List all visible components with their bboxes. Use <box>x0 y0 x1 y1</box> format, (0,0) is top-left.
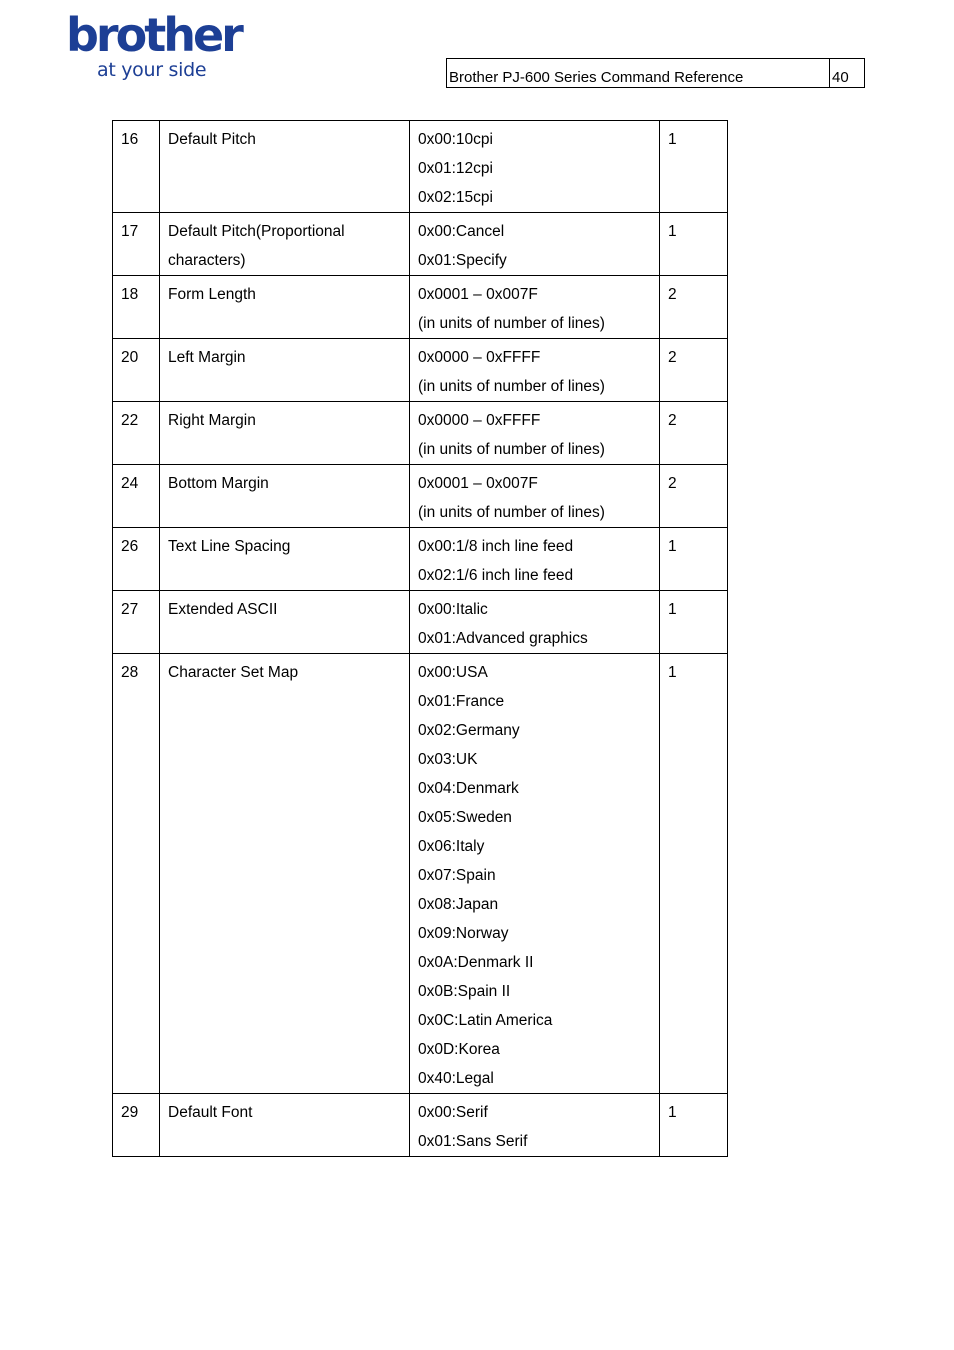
param-name-cell <box>160 276 410 339</box>
param-values-cell <box>410 591 660 654</box>
param-value: 0x02:Germany <box>418 722 520 739</box>
param-offset-cell <box>113 654 160 1094</box>
param-name-cell <box>160 1094 410 1157</box>
param-offset: 20 <box>121 349 139 366</box>
param-length: 1 <box>668 223 677 240</box>
param-name-line: Bottom Margin <box>168 475 269 492</box>
table-row <box>113 528 728 591</box>
param-length: 2 <box>668 286 677 303</box>
param-length: 2 <box>668 475 677 492</box>
param-offset: 27 <box>121 601 139 618</box>
param-value: 0x09:Norway <box>418 925 509 942</box>
param-offset-cell <box>113 276 160 339</box>
param-value: 0x02:1/6 inch line feed <box>418 567 574 584</box>
param-offset: 17 <box>121 223 139 240</box>
param-value: (in units of number of lines) <box>418 378 605 395</box>
param-value: 0x01:12cpi <box>418 160 493 177</box>
param-value: 0x0D:Korea <box>418 1041 500 1058</box>
param-value: 0x0001 – 0x007F <box>418 286 538 303</box>
param-length: 1 <box>668 538 677 555</box>
param-value: 0x06:Italy <box>418 838 485 855</box>
param-length-cell <box>660 339 728 402</box>
param-values-cell <box>410 1094 660 1157</box>
param-name-cell <box>160 465 410 528</box>
table-row <box>113 402 728 465</box>
param-value: 0x05:Sweden <box>418 809 512 826</box>
param-length: 1 <box>668 601 677 618</box>
param-offset-cell <box>113 339 160 402</box>
param-value: 0x0A:Denmark II <box>418 954 534 971</box>
param-value: 0x01:France <box>418 693 505 710</box>
param-name-line: Text Line Spacing <box>168 538 291 555</box>
param-offset-cell <box>113 465 160 528</box>
param-value: (in units of number of lines) <box>418 441 605 458</box>
param-length-cell <box>660 654 728 1094</box>
param-value: 0x0000 – 0xFFFF <box>418 349 541 366</box>
brother-logo <box>66 8 241 88</box>
param-value: (in units of number of lines) <box>418 315 605 332</box>
param-offset-cell <box>113 121 160 213</box>
param-name-line: Form Length <box>168 286 256 303</box>
param-value: 0x00:10cpi <box>418 131 493 148</box>
param-length-cell <box>660 1094 728 1157</box>
param-length-cell <box>660 213 728 276</box>
table-row <box>113 339 728 402</box>
param-length: 1 <box>668 131 677 148</box>
param-value: 0x40:Legal <box>418 1070 494 1087</box>
param-offset: 16 <box>121 131 139 148</box>
param-values-cell <box>410 339 660 402</box>
param-name-cell <box>160 528 410 591</box>
table-row <box>113 591 728 654</box>
table-row <box>113 213 728 276</box>
param-value: 0x00:Cancel <box>418 223 505 240</box>
param-name-line: Left Margin <box>168 349 246 366</box>
param-value: 0x01:Sans Serif <box>418 1133 528 1150</box>
param-value: 0x0B:Spain II <box>418 983 511 1000</box>
param-value: 0x01:Specify <box>418 252 507 269</box>
param-length: 1 <box>668 664 677 681</box>
param-length-cell <box>660 465 728 528</box>
param-value: 0x01:Advanced graphics <box>418 630 588 647</box>
param-length: 2 <box>668 412 677 429</box>
param-name-cell <box>160 591 410 654</box>
table-row <box>113 276 728 339</box>
param-offset-cell <box>113 591 160 654</box>
param-value: 0x07:Spain <box>418 867 496 884</box>
param-offset-cell <box>113 402 160 465</box>
table-row <box>113 465 728 528</box>
param-name-line: Extended ASCII <box>168 601 278 618</box>
param-offset: 26 <box>121 538 139 555</box>
param-offset-cell <box>113 213 160 276</box>
param-length-cell <box>660 276 728 339</box>
param-name-cell <box>160 654 410 1094</box>
param-length: 1 <box>668 1104 677 1121</box>
table-row <box>113 121 728 213</box>
param-values-cell <box>410 121 660 213</box>
param-length: 2 <box>668 349 677 366</box>
logo-wordmark: brother <box>66 8 241 62</box>
param-name-cell <box>160 402 410 465</box>
param-name-cell <box>160 213 410 276</box>
table-row <box>113 654 728 1094</box>
param-name-line: characters) <box>168 252 246 269</box>
param-name-line: Default Pitch(Proportional <box>168 223 345 240</box>
param-offset: 18 <box>121 286 139 303</box>
param-value: 0x00:USA <box>418 664 488 681</box>
param-value: 0x0C:Latin America <box>418 1012 553 1029</box>
param-values-cell <box>410 276 660 339</box>
param-values-cell <box>410 402 660 465</box>
param-offset: 28 <box>121 664 139 681</box>
param-values-cell <box>410 528 660 591</box>
param-value: 0x03:UK <box>418 751 478 768</box>
document-header <box>446 58 865 88</box>
document-title: Brother PJ-600 Series Command Reference <box>449 69 744 86</box>
param-value: 0x08:Japan <box>418 896 499 913</box>
parameter-table-body <box>113 121 728 1157</box>
param-name-cell <box>160 339 410 402</box>
param-value: 0x02:15cpi <box>418 189 493 206</box>
table-row <box>113 1094 728 1157</box>
param-name-line: Right Margin <box>168 412 256 429</box>
param-length-cell <box>660 591 728 654</box>
param-length-cell <box>660 121 728 213</box>
param-value: 0x00:Italic <box>418 601 488 618</box>
param-name-line: Default Font <box>168 1104 253 1121</box>
page-number: 40 <box>829 59 864 87</box>
param-name-cell <box>160 121 410 213</box>
param-name-line: Default Pitch <box>168 131 256 148</box>
logo-tagline: at your side <box>97 59 207 81</box>
param-value: 0x00:1/8 inch line feed <box>418 538 574 555</box>
param-values-cell <box>410 213 660 276</box>
param-name-line: Character Set Map <box>168 664 299 681</box>
param-value: (in units of number of lines) <box>418 504 605 521</box>
param-value: 0x0001 – 0x007F <box>418 475 538 492</box>
parameter-table <box>112 120 728 1157</box>
param-value: 0x0000 – 0xFFFF <box>418 412 541 429</box>
param-length-cell <box>660 402 728 465</box>
param-values-cell <box>410 465 660 528</box>
param-offset: 29 <box>121 1104 139 1121</box>
param-offset-cell <box>113 1094 160 1157</box>
param-values-cell <box>410 654 660 1094</box>
param-offset: 24 <box>121 475 139 492</box>
param-length-cell <box>660 528 728 591</box>
param-offset-cell <box>113 528 160 591</box>
param-value: 0x04:Denmark <box>418 780 519 797</box>
param-value: 0x00:Serif <box>418 1104 488 1121</box>
param-offset: 22 <box>121 412 139 429</box>
